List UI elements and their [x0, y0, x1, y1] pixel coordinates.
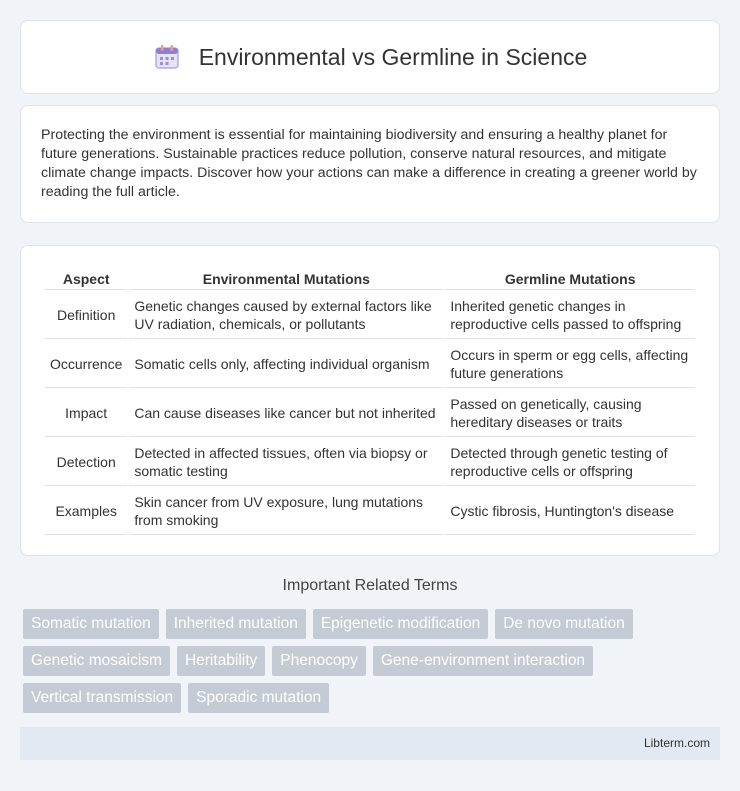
- title-card: [20, 20, 720, 94]
- footer-site-link[interactable]: Libterm.com: [643, 736, 710, 750]
- header-environmental: Environmental Mutations: [129, 268, 443, 290]
- term-tag[interactable]: Inherited mutation: [166, 609, 306, 639]
- environmental-cell: Detected in affected tissues, often via biopsy or somatic testing: [129, 439, 443, 486]
- aspect-cell: Detection: [45, 439, 127, 486]
- germline-cell: Inherited genetic changes in reproductive cells passed to offspring: [445, 292, 695, 339]
- table-row: [45, 439, 695, 486]
- term-tag[interactable]: Phenocopy: [272, 646, 366, 676]
- term-tag[interactable]: Heritability: [177, 646, 265, 676]
- table-row: [45, 390, 695, 437]
- header-germline: Germline Mutations: [445, 268, 695, 290]
- aspect-cell: Impact: [45, 390, 127, 437]
- environmental-cell: Can cause diseases like cancer but not inherited: [129, 390, 443, 437]
- term-tag[interactable]: Gene-environment interaction: [373, 646, 593, 676]
- related-terms-list: [23, 609, 723, 720]
- table-row: [45, 488, 695, 535]
- table-header-row: [45, 268, 695, 290]
- environmental-cell: Skin cancer from UV exposure, lung mutations from smoking: [129, 488, 443, 535]
- footer: [20, 727, 720, 760]
- term-tag[interactable]: De novo mutation: [495, 609, 633, 639]
- aspect-cell: Examples: [45, 488, 127, 535]
- germline-cell: Detected through genetic testing of reproductive cells or offspring: [445, 439, 695, 486]
- germline-cell: Passed on genetically, causing hereditary diseases or traits: [445, 390, 695, 437]
- calendar-icon: [153, 43, 181, 71]
- intro-card: [20, 105, 720, 223]
- term-tag[interactable]: Somatic mutation: [23, 609, 159, 639]
- page-title: Environmental vs Germline in Science: [198, 43, 588, 70]
- header-aspect: Aspect: [45, 268, 127, 290]
- comparison-table-card: [20, 245, 720, 556]
- term-tag[interactable]: Sporadic mutation: [188, 683, 329, 713]
- intro-text: Protecting the environment is essential for maintaining biodiversity and ensuring a healthy planet for future generations. Sustainable practices reduce pollution, conserve natural resources, and mitigate climate change impacts. Discover how your actions can make a difference in creating a greener world by reading the full article.: [41, 127, 697, 200]
- aspect-cell: Definition: [45, 292, 127, 339]
- term-tag[interactable]: Epigenetic modification: [313, 609, 488, 639]
- related-terms-heading: Important Related Terms: [282, 577, 458, 594]
- germline-cell: Cystic fibrosis, Huntington's disease: [445, 488, 695, 535]
- germline-cell: Occurs in sperm or egg cells, affecting future generations: [445, 341, 695, 388]
- term-tag[interactable]: Genetic mosaicism: [23, 646, 170, 676]
- environmental-cell: Somatic cells only, affecting individual organism: [129, 341, 443, 388]
- aspect-cell: Occurrence: [45, 341, 127, 388]
- term-tag[interactable]: Vertical transmission: [23, 683, 181, 713]
- table-row: [45, 292, 695, 339]
- environmental-cell: Genetic changes caused by external factors like UV radiation, chemicals, or pollutants: [129, 292, 443, 339]
- table-row: [45, 341, 695, 388]
- comparison-table: [43, 266, 697, 537]
